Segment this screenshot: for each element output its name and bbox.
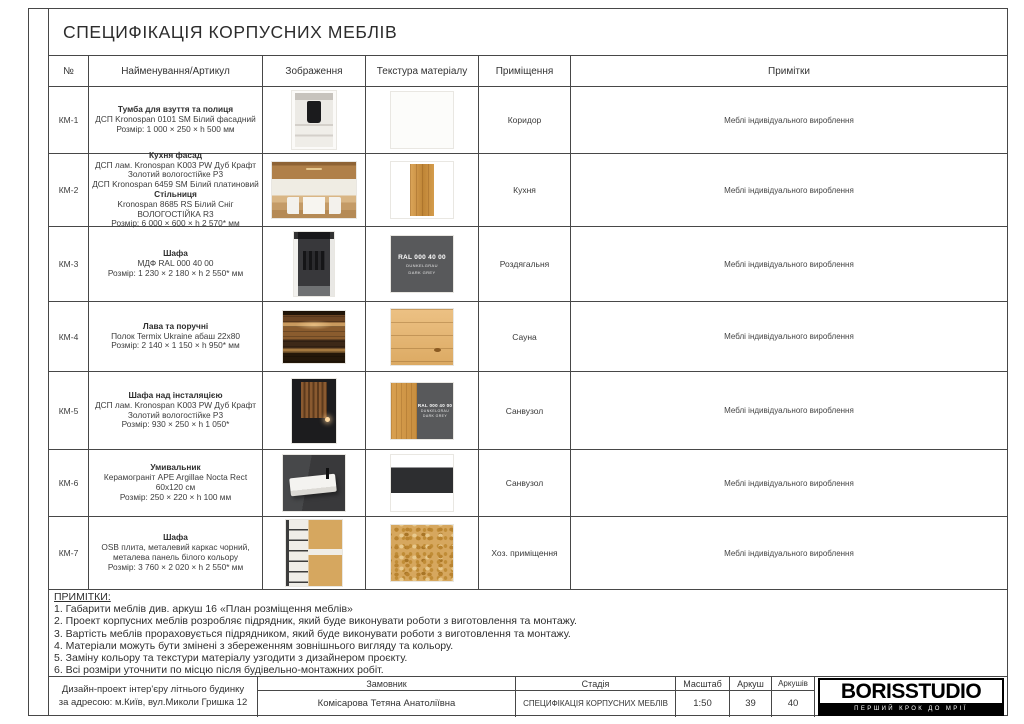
room-label: Санвузол <box>479 372 571 449</box>
item-text-line: Шафа <box>163 248 188 259</box>
customer-label: Замовник <box>258 677 515 691</box>
material-texture-swatch <box>391 92 453 148</box>
item-photo <box>283 311 345 363</box>
ral-code-text: RAL 000 40 00 <box>398 253 446 261</box>
table-row <box>49 227 1007 302</box>
item-description <box>89 149 263 229</box>
page-title: СПЕЦИФІКАЦІЯ КОРПУСНИХ МЕБЛІВ <box>63 21 398 42</box>
item-description <box>89 302 263 371</box>
image-cell <box>263 372 366 449</box>
sheets-total-value: 40 <box>787 698 799 710</box>
item-text-line: OSB плита, металевий каркас чорний, <box>101 542 250 553</box>
image-cell <box>263 227 366 301</box>
item-text-line: МДФ RAL 000 40 00 <box>137 258 214 269</box>
material-texture-swatch <box>391 525 453 581</box>
row-note: Меблі індивідуального вироблення <box>724 548 854 558</box>
item-description <box>89 87 263 153</box>
item-text-line: металева панель білого кольору <box>112 552 239 562</box>
sheet-number-block <box>730 677 772 717</box>
room-label: Санвузол <box>479 450 571 516</box>
table-row <box>49 372 1007 450</box>
sheets-total-block <box>772 677 815 717</box>
row-note: Меблі індивідуального вироблення <box>724 185 854 195</box>
row-note: Меблі індивідуального вироблення <box>724 406 854 415</box>
logo-wordmark: BORISSTUDIO <box>840 680 982 703</box>
texture-cell <box>366 227 479 301</box>
table-row <box>49 87 1007 154</box>
sheets-total-label: Аркушів <box>772 677 814 691</box>
scale-label: Масштаб <box>676 677 729 691</box>
row-id: КМ-7 <box>49 517 89 589</box>
project-line: Дизайн-проект інтер'єру літнього будинку <box>61 684 245 696</box>
stage-value: СПЕЦИФІКАЦІЯ КОРПУСНИХ МЕБЛІВ <box>523 699 668 709</box>
ral-text-area <box>417 383 453 439</box>
item-text-line: Полок Termix Ukraine абаш 22x80 <box>111 330 240 341</box>
ral-code-text: DARK GREY <box>408 269 436 275</box>
row-id: КМ-3 <box>49 227 89 301</box>
header-image: Зображення <box>263 56 366 86</box>
room-label: Роздягальня <box>479 227 571 301</box>
row-id: КМ-6 <box>49 450 89 516</box>
table-row <box>49 450 1007 517</box>
item-text-line: Керамограніт APE Argillae Nocta Rect 60x120 см <box>103 472 248 492</box>
notes-title: ПРИМІТКИ: <box>54 591 111 603</box>
ral-code-text: DARK GREY <box>422 414 448 418</box>
item-text-line: Kronospan 8685 RS Білий Сніг ВОЛОГОСТІЙКА R3 <box>117 198 234 219</box>
item-text-line: ДСП Kronospan 6459 SM Білий платиновий <box>92 179 259 190</box>
item-text-line: Розмір: 930 × 250 × h 1 050* <box>121 419 230 430</box>
spec-rows <box>49 87 1007 590</box>
note-line: 5. Заміну кольору та текстури матеріалу узгодити з дизайнером проєкту. <box>54 652 408 665</box>
item-text-line: Розмір: 250 × 220 × h 100 мм <box>119 491 232 502</box>
image-cell <box>263 302 366 371</box>
texture-cell <box>366 450 479 516</box>
header-name: Найменування/Артикул <box>89 56 263 86</box>
header-room: Приміщення <box>479 56 571 86</box>
item-text-line: Розмір: 6 000 × 600 × h 2 570* мм <box>111 218 240 229</box>
texture-cell <box>366 87 479 153</box>
notes-section <box>49 590 1007 677</box>
sheet-title-row <box>49 9 1007 56</box>
row-note: Меблі індивідуального вироблення <box>724 332 854 341</box>
customer-block <box>258 677 516 717</box>
note-line: 1. Габарити меблів див. аркуш 16 «План розміщення меблів» <box>54 603 353 616</box>
item-photo <box>292 91 336 149</box>
item-text-line: Шафа <box>163 532 188 543</box>
note-line: 4. Матеріали можуть бути змінені з збереженням зовнішнього вигляду та кольору. <box>54 639 454 652</box>
scale-block <box>676 677 730 717</box>
texture-cell <box>366 517 479 589</box>
stage-label: Стадія <box>516 677 675 691</box>
item-text-line: Кухня фасад <box>148 149 203 160</box>
item-text-line: Шафа над інсталяцією <box>128 389 223 400</box>
room-label: Хоз. приміщення <box>479 517 571 589</box>
note-line: 3. Вартість меблів прораховується підрядником, який буде виконувати роботи з виготовлення та монтажу. <box>54 627 571 640</box>
ral-code-text: RAL 000 40 00 <box>417 403 453 408</box>
sheet-number-label: Аркуш <box>730 677 771 691</box>
image-cell <box>263 517 366 589</box>
ral-code-text: DUNKELGRAU <box>406 262 438 268</box>
title-block <box>49 677 1007 717</box>
image-cell <box>263 154 366 226</box>
scale-value: 1:50 <box>693 698 712 710</box>
image-cell <box>263 450 366 516</box>
room-label: Сауна <box>479 302 571 371</box>
note-line: 6. Всі розміри уточнити по місцю після будівельно-монтажних робіт. <box>54 664 384 677</box>
logo-box <box>818 678 1004 716</box>
texture-cell <box>366 372 479 449</box>
image-cell <box>263 87 366 153</box>
item-text-line: Стільниця <box>154 189 197 199</box>
header-notes: Примітки <box>768 65 810 77</box>
material-texture-swatch <box>391 309 453 365</box>
item-photo <box>283 455 345 511</box>
ral-text-area <box>391 236 453 292</box>
texture-cell <box>366 154 479 226</box>
header-number: № <box>49 56 89 86</box>
material-texture-swatch <box>391 383 453 439</box>
material-texture-swatch <box>391 455 453 511</box>
item-text-line: Розмір: 2 140 × 1 150 × h 950* мм <box>111 340 240 351</box>
logo-tagline: ПЕРШИЙ КРОК ДО МРІЇ <box>820 703 1002 714</box>
item-photo <box>272 162 356 218</box>
row-note: Меблі індивідуального вироблення <box>724 115 854 125</box>
item-photo <box>294 232 334 296</box>
item-photo <box>286 520 342 586</box>
material-texture-swatch <box>391 162 453 218</box>
sheet-number-value: 39 <box>745 698 756 710</box>
note-line: 2. Проект корпусних меблів розробляє підрядник, який буде виконувати роботи з виготовлення та монтажу. <box>54 615 577 628</box>
item-photo <box>292 379 336 443</box>
row-id: КМ-4 <box>49 302 89 371</box>
item-description <box>89 227 263 301</box>
row-note: Меблі індивідуального вироблення <box>724 478 854 488</box>
table-header <box>49 56 1007 87</box>
sheet-content <box>48 8 1008 716</box>
project-description <box>49 677 258 717</box>
item-text-line: Розмір: 1 000 × 250 × h 500 мм <box>116 123 235 134</box>
item-text-line: Розмір: 3 760 × 2 020 × h 2 550* мм <box>107 561 244 572</box>
item-text-line: Умивальник <box>150 462 201 473</box>
table-row <box>49 302 1007 372</box>
row-id: КМ-5 <box>49 372 89 449</box>
table-row <box>49 149 1007 229</box>
texture-cell <box>366 302 479 371</box>
item-description <box>89 372 263 449</box>
item-description <box>89 517 263 589</box>
item-description <box>89 450 263 516</box>
row-id: КМ-2 <box>49 154 89 226</box>
item-text-line: ДСП лам. Kronospan K003 PW Дуб Крафт Золотий вологостійке P3 <box>94 399 257 420</box>
studio-logo <box>815 677 1007 717</box>
project-line: за адресою: м.Київ, вул.Миколи Гришка 12 <box>58 696 248 708</box>
material-texture-swatch <box>391 236 453 292</box>
item-text-line: Лава та поручні <box>142 320 209 331</box>
ral-code-text: DUNKELGRAU <box>420 409 450 413</box>
room-label: Коридор <box>479 87 571 153</box>
row-note: Меблі індивідуального вироблення <box>724 259 854 269</box>
item-text-line: ДСП лам. Kronospan K003 PW Дуб Крафт Золотий вологостійке P3 <box>94 159 257 180</box>
item-text-line: Розмір: 1 230 × 2 180 × h 2 550* мм <box>107 267 244 278</box>
item-text-line: ДСП Kronospan 0101 SM Білий фасадний <box>95 114 256 125</box>
stage-block <box>516 677 676 717</box>
customer-value: Комісарова Тетяна Анатоліївна <box>317 698 456 710</box>
row-id: КМ-1 <box>49 87 89 153</box>
table-row <box>49 517 1007 590</box>
item-text-line: Тумба для взуття та полиця <box>117 104 234 115</box>
room-label: Кухня <box>479 154 571 226</box>
header-texture: Текстура матеріалу <box>366 56 479 86</box>
